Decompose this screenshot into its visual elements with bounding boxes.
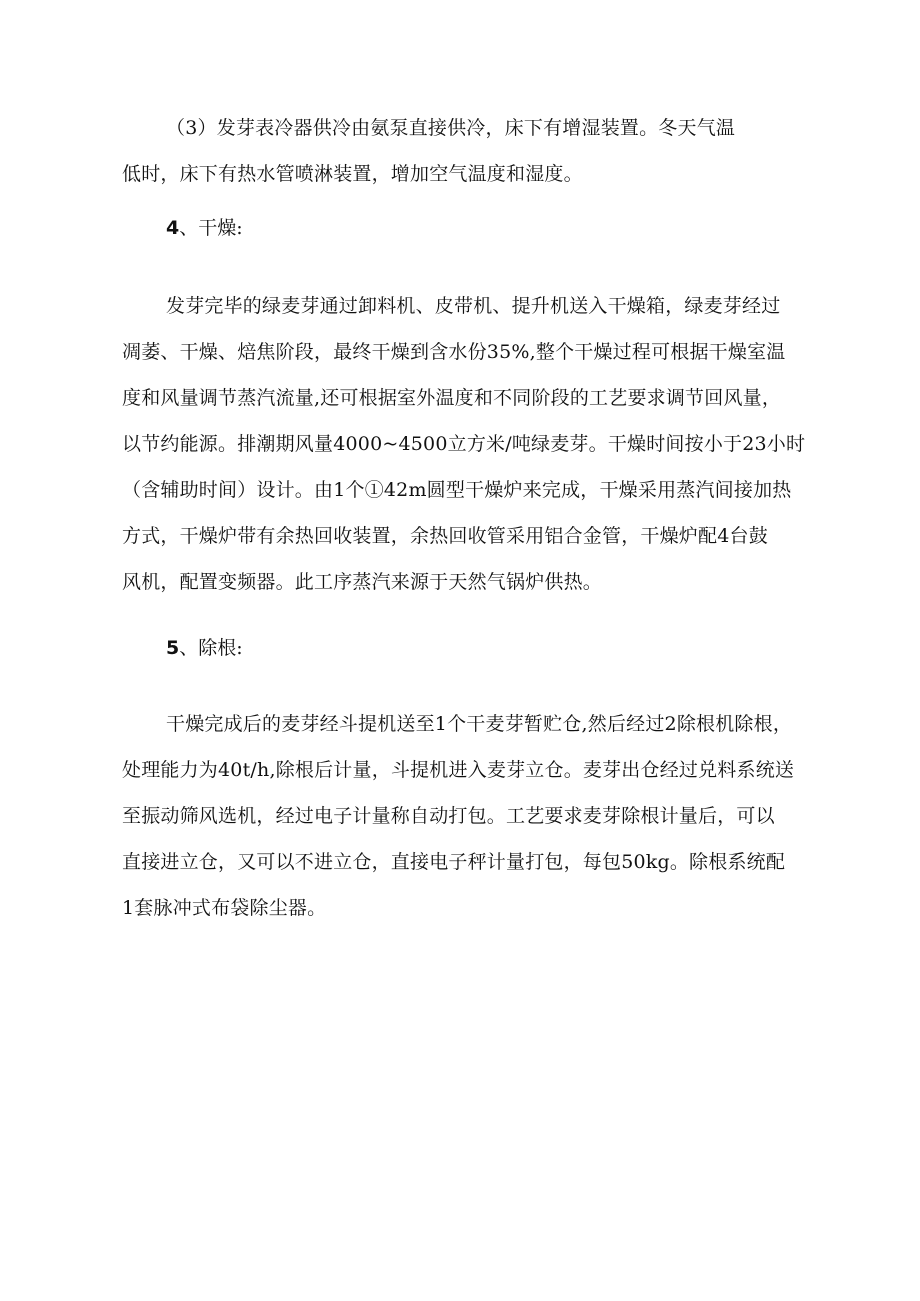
text-line: 1套脉冲式布袋除尘器。 xyxy=(122,897,327,919)
text-line: 至振动筛风选机，经过电子计量称自动打包。工艺要求麦芽除根计量后，可以 xyxy=(122,805,775,827)
text-line: 处理能力为40t/h,除根后计量，斗提机进入麦芽立仓。麦芽出仓经过兑料系统送 xyxy=(122,759,795,781)
text-line: 以节约能源。排潮期风量4000~4500立方米/吨绿麦芽。干燥时间按小于23小时 xyxy=(122,433,806,455)
section-heading-drying xyxy=(166,213,243,243)
text-line: 发芽完毕的绿麦芽通过卸料机、皮带机、提升机送入干燥箱，绿麦芽经过 xyxy=(166,295,781,317)
text-line: 度和风量调节蒸汽流量,还可根据室外温度和不同阶段的工艺要求调节回风量， xyxy=(122,387,782,409)
text-line: 风机，配置变频器。此工序蒸汽来源于天然气锅炉供热。 xyxy=(122,571,603,593)
section-title: 、干燥: xyxy=(179,217,243,239)
text-line: 干燥完成后的麦芽经斗提机送至1个干麦芽暂贮仓,然后经过2除根机除根， xyxy=(166,713,793,735)
paragraph-3-cooling xyxy=(122,105,812,197)
text-line: 方式，干燥炉带有余热回收装置，余热回收管采用铝合金管，干燥炉配4台鼓 xyxy=(122,525,768,547)
section-number: 5 xyxy=(166,637,180,659)
paragraph-rooting xyxy=(122,701,812,931)
text-line: （3）发芽表冷器供冷由氨泵直接供冷，床下有增湿装置。冬天气温 xyxy=(166,117,736,139)
text-line: （含辅助时间）设计。由1个①42m圆型干燥炉来完成，干燥采用蒸汽间接加热 xyxy=(122,479,792,501)
text-line: 凋萎、干燥、焙焦阶段，最终干燥到含水份35%,整个干燥过程可根据干燥室温 xyxy=(122,341,786,363)
text-line: 低时，床下有热水管喷淋装置，增加空气温度和湿度。 xyxy=(122,163,583,185)
section-title: 、除根: xyxy=(179,637,243,659)
paragraph-drying xyxy=(122,283,812,605)
section-number: 4 xyxy=(166,217,180,239)
section-heading-rooting xyxy=(166,633,243,663)
text-line: 直接进立仓，又可以不进立仓，直接电子秤计量打包，每包50kg。除根系统配 xyxy=(122,851,786,873)
